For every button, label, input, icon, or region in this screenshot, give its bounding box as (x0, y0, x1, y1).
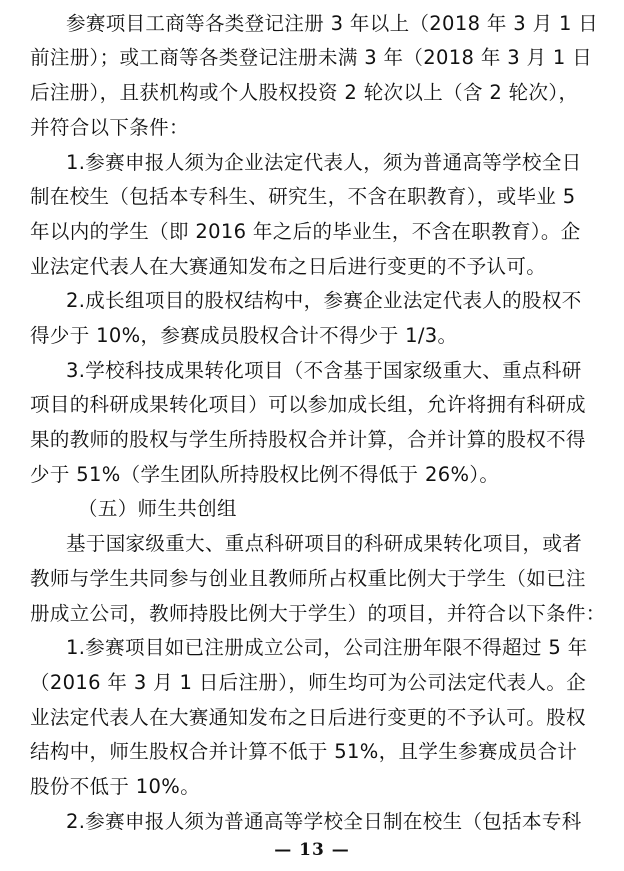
text-line: 2.成长组项目的股权结构中，参赛企业法定代表人的股权不 (66, 289, 582, 312)
text-line: 2.参赛申报人须为普通高等学校全日制在校生（包括本专科 (66, 810, 582, 833)
text-line: 基于国家级重大、重点科研项目的科研成果转化项目，或者 (66, 532, 583, 555)
text-line: 3.学校科技成果转化项目（不含基于国家级重大、重点科研 (66, 359, 582, 382)
text-line: 前注册）；或工商等各类登记注册未满 3 年（2018 年 3 月 1 日 (30, 46, 593, 69)
text-line: 后注册），且获机构或个人股权投资 2 轮次以上（含 2 轮次）， (30, 81, 579, 104)
text-line: 并符合以下条件： (30, 116, 189, 139)
text-line: 参赛项目工商等各类登记注册 3 年以上（2018 年 3 月 1 日 (66, 12, 599, 35)
text-line: 结构中，师生股权合并计算不低于 51%，且学生参赛成员合计 (30, 740, 578, 763)
text-line: 1.参赛申报人须为企业法定代表人，须为普通高等学校全日 (66, 151, 582, 174)
text-line: 果的教师的股权与学生所持股权合并计算，合并计算的股权不得 (30, 428, 586, 451)
text-line: 得少于 10%，参赛成员股权合计不得少于 1/3。 (30, 324, 458, 347)
text-line: 1.参赛项目如已注册成立公司，公司注册年限不得超过 5 年 (66, 636, 588, 659)
text-line: 业法定代表人在大赛通知发布之日后进行变更的不予认可。股权 (30, 706, 586, 729)
text-line: 教师与学生共同参与创业且教师所占权重比例大于学生（如已注 (30, 567, 586, 590)
text-line: 少于 51%（学生团队所持股权比例不得低于 26%）。 (30, 463, 500, 486)
text-line: 册成立公司，教师持股比例大于学生）的项目，并符合以下条件： (30, 602, 606, 625)
text-line: （2016 年 3 月 1 日后注册），师生均可为公司法定代表人。企 (30, 671, 587, 694)
text-line: 项目的科研成果转化项目）可以参加成长组，允许将拥有科研成 (30, 393, 586, 416)
text-line: 年以内的学生（即 2016 年之后的毕业生，不含在职教育）。企 (30, 220, 581, 243)
text-line: 股份不低于 10%。 (30, 775, 201, 798)
section-heading: （五）师生共创组 (78, 497, 237, 520)
text-line: 制在校生（包括本专科生、研究生，不含在职教育），或毕业 5 (30, 185, 576, 208)
page-number: — 13 — (274, 840, 350, 860)
text-line: 业法定代表人在大赛通知发布之日后进行变更的不予认可。 (30, 255, 547, 278)
